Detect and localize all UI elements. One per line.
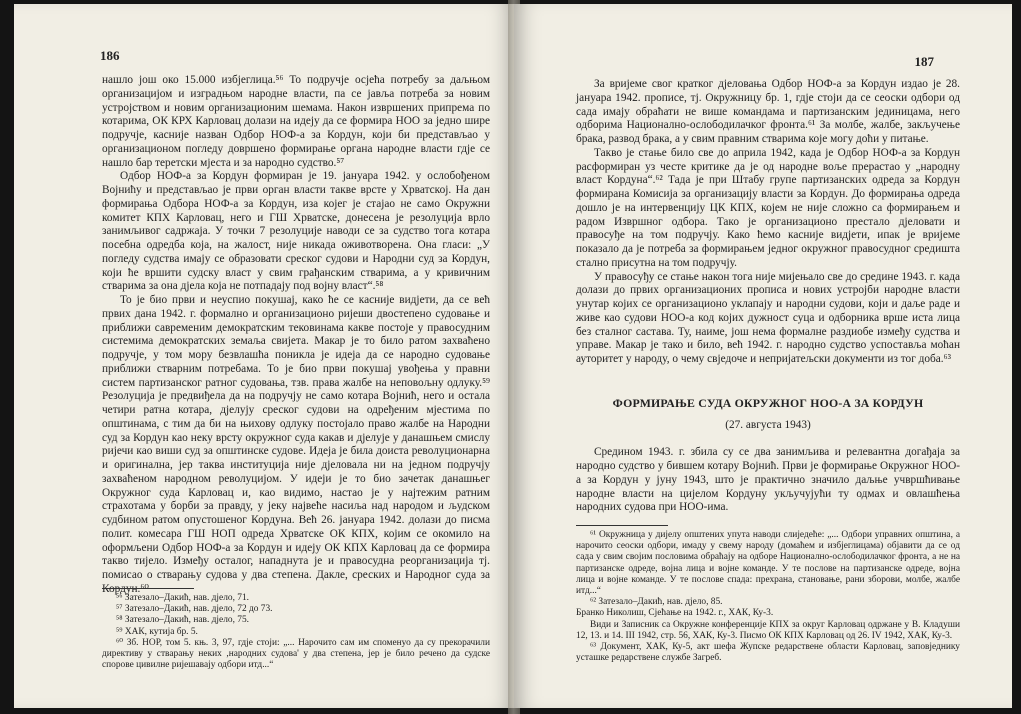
footnote: Види и Записник са Окружне конференције КПХ за округ Карловац одржане у В. Кладуши 12, 13. и 14. III 1942, стр. 56, ХАК, Ку-3. Писмо ОК КПХ Карловац од 26. IV 1942, ХАК, Ку-3. (576, 619, 960, 641)
paragraph: нашло још око 15.000 избјеглица.⁵⁶ То подручје осјећа потребу за даљњом организацијом и изградњом народне власти, па се јавља потреба за новим устројством и новим организационим шемама. Након извршених припрема по котарима, ОК КРХ Карловац долази на идеју да се формира НОО за једно шире подручје, касније назван Одбор НОФ-а за Кордун, који би представљао у организационом погледу довршено формирање органа народне власти гдје се нашло бар теретски мјеста и за народно судство.⁵⁷ (102, 74, 490, 169)
footnote-rule (576, 525, 668, 526)
page-number: 187 (914, 54, 934, 69)
footnote: ⁵⁶ Затезало–Дакић, нав. дјело, 71. (116, 593, 249, 603)
footnote: ⁵⁹ ХАК, кутија бр. 5. (116, 626, 198, 637)
footnote: ⁵⁸ Затезало–Дакић, нав. дјело, 75. (116, 615, 249, 626)
paragraph: Одбор НОФ-а за Кордун формиран је 19. јануара 1942. у ослобођеном Војнићу и представљао је први орган власти такве врсте у Хрватској. На дан формирања Одбора НОФ-а за Кордун, иза којег је стајао не само Окружни комитет КПХ Карловац, него и ГШ Хрватске, донесена је резолуција врло занимљивог садржаја. У точки 7 резолуције наводи се за судство тога котара посебна одредба која, на жалост, није никада оживотворена. Она гласи: „У погледу судства имају се образовати среског судови и Народни суд за Кордун, који ће вршити судску власт у свим грађанским стварима, а у кривичним стварима за она дјела која не потпадају под војну власт“.⁵⁸ (102, 170, 490, 293)
footnote: ⁶² Затезало–Дакић, нав. дјело, 85. (590, 597, 723, 608)
paragraph: Такво је стање било све до априла 1942, када је Одбор НОФ-а за Кордун расформиран уз честе критике да је од народне воље прерастао у „народну власт Кордуна“.⁶² Тада је при Штабу групе партизанских одреда за Кордун формирана Комисија за организацију власти за Кордун. До формирања одреда дошло је на интервенцију ЦК КПХ, којем не није сложно са формирањем и радом Извршног одбора. Тако је организационо престало дјеловати и правосуђе на том подручју. Како ћемо касније видјети, ипак је вријеме показало да је потреба за формирањем једног окружног правосудног средишта стално присутна на том подручју. (576, 146, 960, 269)
section-subheading: (27. августа 1943) (725, 418, 811, 431)
paragraph: То је био први и неуспио покушај, како ће се касније видјети, да се већ првих дана 1942. г. формално и организационо ријеши двостепено судовање и приближи савременим демократским тековинама какве постоје у правосудним системима демократских земаља свијета. Макар је то било ратом захваћено подручје, у том мору безвлашћа поникла је идеја да се народно судовање приближи стварним потребама. То је био први покушај увођења у правни систем партизанског ратног судовања, тзв. права жалбе на неповољну одлуку.⁵⁹ Резолуција је предвиђела да на подручју не само котара Војнић, него и остала четири ратна котара, дјелују среског судови на одређеним мјестима по општинама, с тим да би на њихову одлуку постојало право жалбе на Народни суд за Кордун као неку врсту окружног суда какав и дјелује у данашњем смислу ријечи као виши суд за општинске судове. Идеја је била доиста револуционарна и оригинална, јер таква институција није дјеловала ни на једном подручју захваћеном народном револуцијом. У идеји је то био зачетак данашњег Окружног суда Карловац и, као видимо, настао је у најтежим ратним страхотама у борби за правду, у јеку највеће насиља над народом и људском судбином ратом опустошеног Кордуна. Већ 26. јануара 1942. долази до писма полит. комесара ГШ НОП одреда Хрватске ОК КПХ, којим се окомило на оформљени Одбор НОФ-а за Кордун и идеју ОК КПХ Карловац да се формира такво тијело. Између осталог, нападнута је и правосудна реорганизација тј. помисао о стварању судова у два степена. Дакле, среских и Народног суда за Кордун.⁶⁰ (102, 294, 490, 595)
left-page (14, 4, 514, 708)
footnote: ⁵⁷ Затезало–Дакић, нав. дјело, 72 до 73. (116, 604, 273, 615)
footnote-rule (102, 588, 194, 589)
right-page (514, 4, 1012, 708)
paragraph: У правосуђу се стање након тога није мијењало све до средине 1943. г. када долази до првих организационих прописа и нових устројби народне власти унутар којих се организационо уклапају и народни судови, који и даље раде и живе као судови НОО-а код којих дужност суца и одборника врше иста лица без сталног састава. Ту, наиме, још нема формалне раздиобе између судства и управе. Макар је тако и било, већ 1942. г. народно судство успоставља моћан ауторитет у народу, о чему свједоче и непријатељски документи из тог доба.⁶³ (576, 270, 960, 365)
left-body (102, 74, 490, 597)
page-number: 186 (100, 48, 120, 63)
paragraph: За вријеме свог кратког дјеловања Одбор НОФ-а за Кордун издао је 28. јануара 1942. прописе, тј. Окружницу бр. 1, гдје стоји да се сеоски одбори од сада имају обраћати не више командама и партизанским јединицама, него одборима Национално-ослободилачког фронта.⁶¹ За молбе, жалбе, закључење брака, развод брака, а у свим правним стварима које могу доћи у питање. (576, 78, 960, 145)
left-footnotes (102, 574, 490, 671)
right-body (576, 78, 960, 515)
footnote: Бранко Николиш, Сјећање на 1942. г., ХАК, Ку-3. (576, 608, 774, 619)
paragraph: Средином 1943. г. збила су се два занимљива и релевантна догађаја за народно судство у бившем котару Војнић. Први је формирање Окружног НОО-а за Кордун у јуну 1943, што је практично значило даљње учвршћивање народне власти на цијелом Кордуну укључујући ту одмах и овлашћења народних судова при НОО-има. (576, 446, 960, 514)
footnote: ⁶³ Документ, ХАК, Ку-5, акт шефа Жупске редарствене области Карловац, заповједнику усташке редарствене службе Загреб. (576, 642, 960, 664)
footnote: ⁶⁰ Зб. НОР, том 5. књ. 3, 97, гдје стоји: „... Нарочито сам им споменуо да су прекорачили директиву у стварању неких ,народних судова' у два степена, јер је било речено да судске спорове цивилне ријешавају одбори итд...“ (102, 637, 490, 671)
right-footnotes (576, 511, 960, 664)
footnote: ⁶¹ Окружница у дијелу општених упута наводи слиједеће: „... Одбори управних општина, а нарочито сеоски одбори, имаду у свему народу (домаћем и избјеглицама) објавити да се од сада у свим својим пословима обраћају на одборе Национално-ослободилачког фронта, а не на партизанске одреде, војна лица и војне команде. У те послове на партизанске одреде, војна лица и војне команде. У те послове спада: прехрана, становање, рани зборови, молбе, жалбе итд...“ (576, 530, 960, 597)
section-heading: ФОРМИРАЊЕ СУДА ОКРУЖНОГ НОО-А ЗА КОРДУН (612, 395, 924, 410)
